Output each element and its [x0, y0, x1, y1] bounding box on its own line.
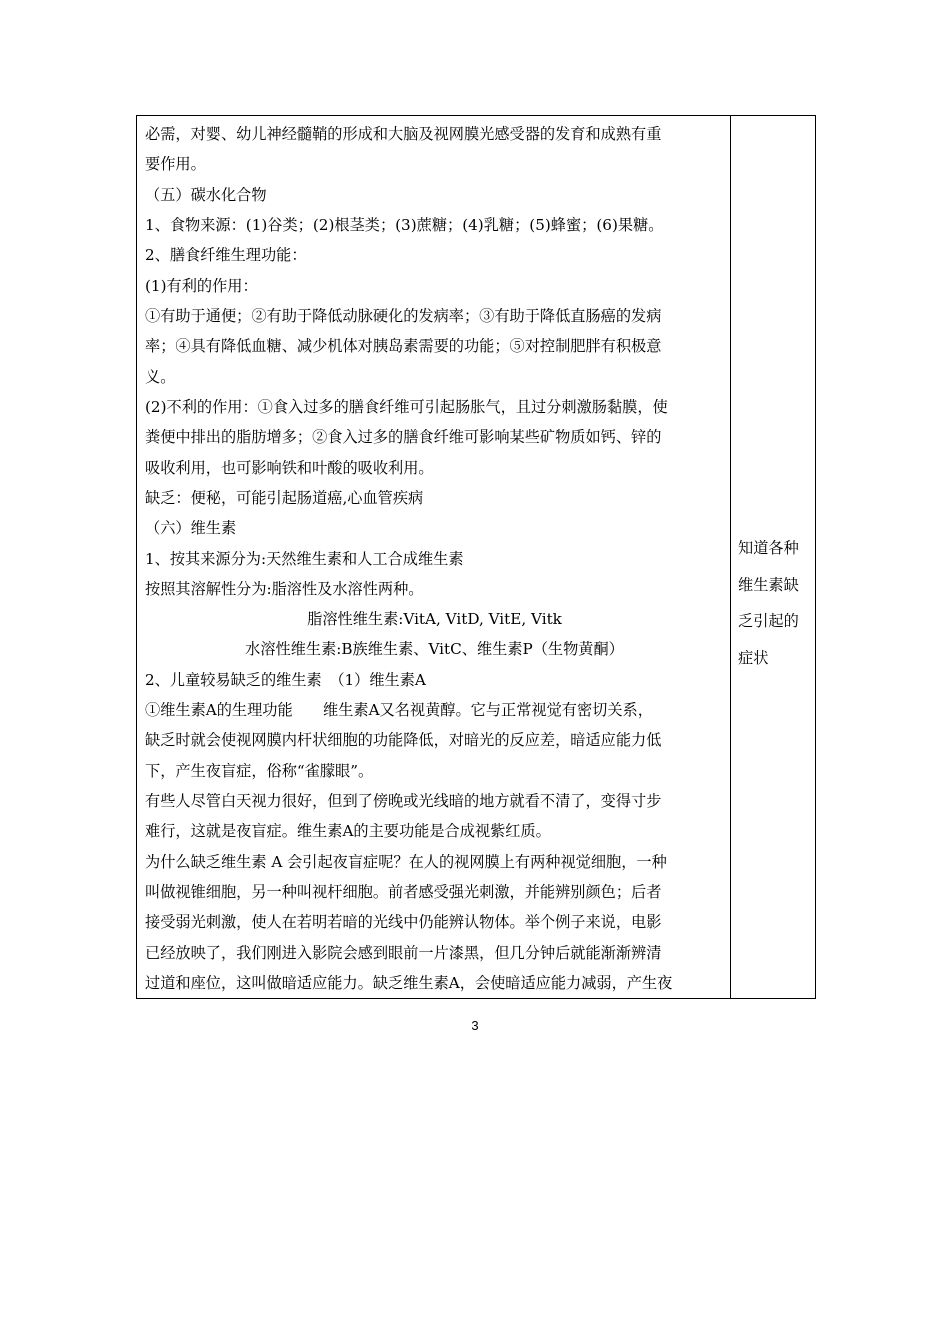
side-note-cell [731, 116, 815, 998]
text-line: ①有助于通便；②有助于降低动脉硬化的发病率；③有助于降低直肠癌的发病 [145, 306, 662, 325]
text-line: 按照其溶解性分为:脂溶性及水溶性两种。 [145, 579, 424, 598]
text-line: 过道和座位，这叫做暗适应能力。缺乏维生素A，会使暗适应能力减弱，产生夜 [145, 974, 673, 992]
text-line: 要作用。 [145, 155, 206, 174]
text-line: 已经放映了，我们刚进入影院会感到眼前一片漆黑，但几分钟后就能渐渐辨清 [145, 943, 662, 962]
text-line: 率；④具有降低血糖、减少机体对胰岛素需要的功能；⑤对控制肥胖有积极意 [145, 337, 662, 356]
text-line: 吸收利用，也可影响铁和叶酸的吸收利用。 [145, 458, 434, 477]
text-line: (1)有利的作用： [145, 276, 258, 295]
page-number: 3 [471, 1018, 479, 1033]
main-content-cell [137, 116, 730, 1000]
text-line: 叫做视锥细胞，另一种叫视杆细胞。前者感受强光刺激，并能辨别颜色；后者 [145, 883, 662, 902]
section-heading-vitamin: （六）维生素 [145, 519, 237, 538]
text-line: 1、按其来源分为:天然维生素和人工合成维生素 [145, 549, 464, 568]
text-line-centered: 水溶性维生素:B族维生素、VitC、维生素P（生物黄酮） [245, 640, 624, 659]
text-line-centered: 脂溶性维生素:VitA, VitD, VitE, Vitk [307, 610, 562, 629]
text-line: 2、膳食纤维生理功能： [145, 246, 307, 265]
text-line: 缺乏时就会使视网膜内杆状细胞的功能降低，对暗光的反应差，暗适应能力低 [145, 731, 662, 750]
text-line: 1、食物来源：(1)谷类；(2)根茎类；(3)蔗糖；(4)乳糖；(5)蜂蜜；(6)果糖。 [145, 215, 664, 234]
section-heading-carbohydrate: （五）碳水化合物 [145, 185, 267, 204]
text-line: 粪便中排出的脂肪增多；②食入过多的膳食纤维可影响某些矿物质如钙、锌的 [145, 428, 662, 447]
text-line: 接受弱光刺激，使人在若明若暗的光线中仍能辨认物体。举个例子来说，电影 [145, 913, 662, 932]
side-note-line: 乏引起的 [738, 612, 799, 630]
text-line: 下，产生夜盲症，俗称“雀朦眼”。 [145, 761, 374, 780]
side-note-line: 知道各种 [738, 539, 799, 557]
text-line: 义。 [145, 367, 176, 386]
text-line: 难行，这就是夜盲症。维生素A的主要功能是合成视紫红质。 [145, 822, 551, 841]
text-line: 2、儿童较易缺乏的维生素 （1）维生素A [145, 670, 426, 689]
text-line: (2)不利的作用：①食入过多的膳食纤维可引起肠胀气，且过分刺激肠黏膜，使 [145, 397, 668, 416]
side-note-line: 症状 [738, 649, 769, 667]
side-note-line: 维生素缺 [738, 576, 799, 594]
text-line: ①维生素A的生理功能 维生素A又名视黄醇。它与正常视觉有密切关系， [145, 701, 653, 720]
text-line: 为什么缺乏维生素 A 会引起夜盲症呢？在人的视网膜上有两种视觉细胞，一种 [145, 852, 667, 871]
text-line: 缺乏：便秘，可能引起肠道癌,心血管疾病 [145, 488, 424, 507]
text-line: 必需，对婴、幼儿神经髓鞘的形成和大脑及视网膜光感受器的发育和成熟有重 [145, 125, 662, 143]
content-table [136, 115, 816, 999]
text-line: 有些人尽管白天视力很好，但到了傍晚或光线暗的地方就看不清了，变得寸步 [145, 792, 662, 811]
